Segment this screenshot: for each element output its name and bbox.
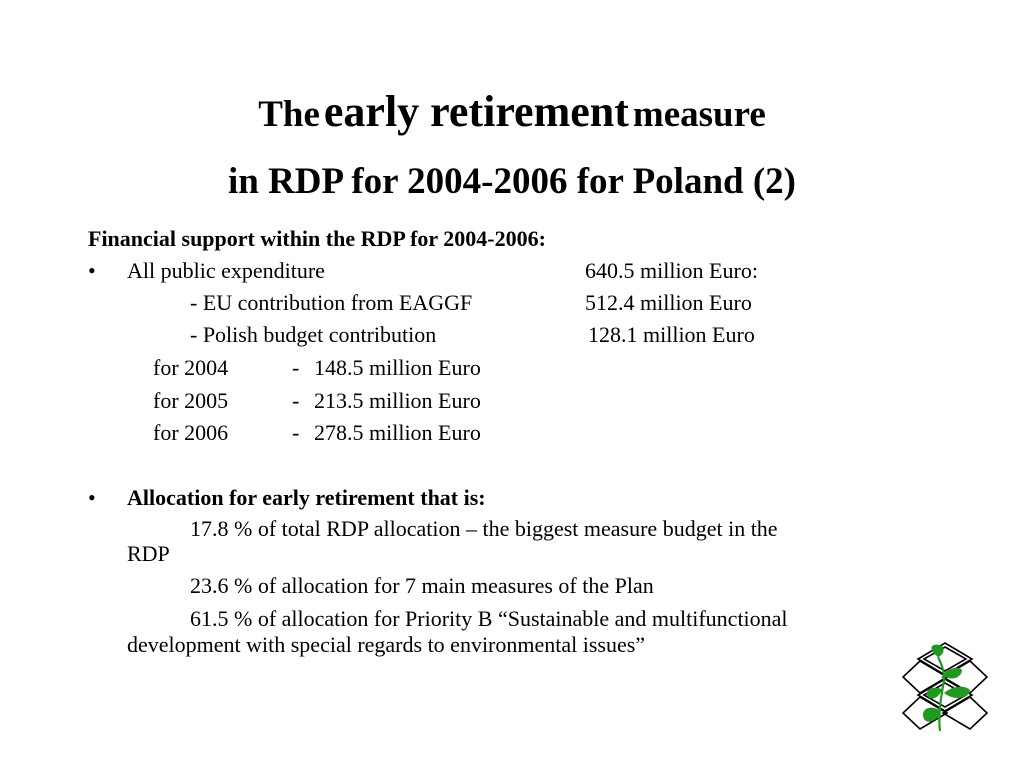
bullet-allocation: • <box>88 485 96 510</box>
slide-title <box>0 82 1024 212</box>
allocation-item-1-line-1: 17.8 % of total RDP allocation – the biggest measure budget in the <box>190 516 778 541</box>
polish-contribution-amount: 128.1 million Euro <box>588 322 755 347</box>
year-label: for 2006 <box>153 420 229 445</box>
title-line-2: in RDP for 2004-2006 for Poland (2) <box>227 161 796 202</box>
year-dash: - <box>292 388 300 413</box>
eu-contribution-amount: 512.4 million Euro <box>585 290 752 315</box>
title-part-the: The <box>258 94 320 135</box>
leaf-shape <box>931 645 943 657</box>
leaf-shape <box>927 688 942 699</box>
leaf-shape <box>944 687 970 698</box>
financial-heading: Financial support within the RDP for 2004-2006: <box>88 226 546 251</box>
title-part-early-retirement: early retirement <box>323 87 629 136</box>
allocation-heading: Allocation for early retirement that is: <box>127 485 486 510</box>
title-part-measure: measure <box>632 94 766 135</box>
eu-contribution-label: - EU contribution from EAGGF <box>190 290 473 315</box>
year-amount: 278.5 million Euro <box>314 420 481 445</box>
year-dash: - <box>292 355 300 380</box>
allocation-item-3-line-1: 61.5 % of allocation for Priority B “Sustainable and multifunctional <box>190 606 788 631</box>
expenditure-amount: 640.5 million Euro: <box>585 258 758 283</box>
year-label: for 2004 <box>153 355 229 380</box>
leaf-lattice-logo-icon <box>900 641 990 733</box>
year-label: for 2005 <box>153 388 229 413</box>
lattice-diamond <box>903 661 947 693</box>
expenditure-label: All public expenditure <box>127 258 325 283</box>
bullet-expenditure: • <box>88 258 96 283</box>
allocation-item-2: 23.6 % of allocation for 7 main measures of the Plan <box>190 573 654 598</box>
allocation-item-3-line-2: development with special regards to environmental issues” <box>127 632 646 657</box>
year-amount: 148.5 million Euro <box>314 355 481 380</box>
title-line-1 <box>0 82 1024 152</box>
allocation-item-1-line-2: RDP <box>127 541 170 566</box>
lattice-diamond <box>943 697 987 729</box>
year-amount: 213.5 million Euro <box>314 388 481 413</box>
year-dash: - <box>292 420 300 445</box>
polish-contribution-label: - Polish budget contribution <box>190 322 437 347</box>
